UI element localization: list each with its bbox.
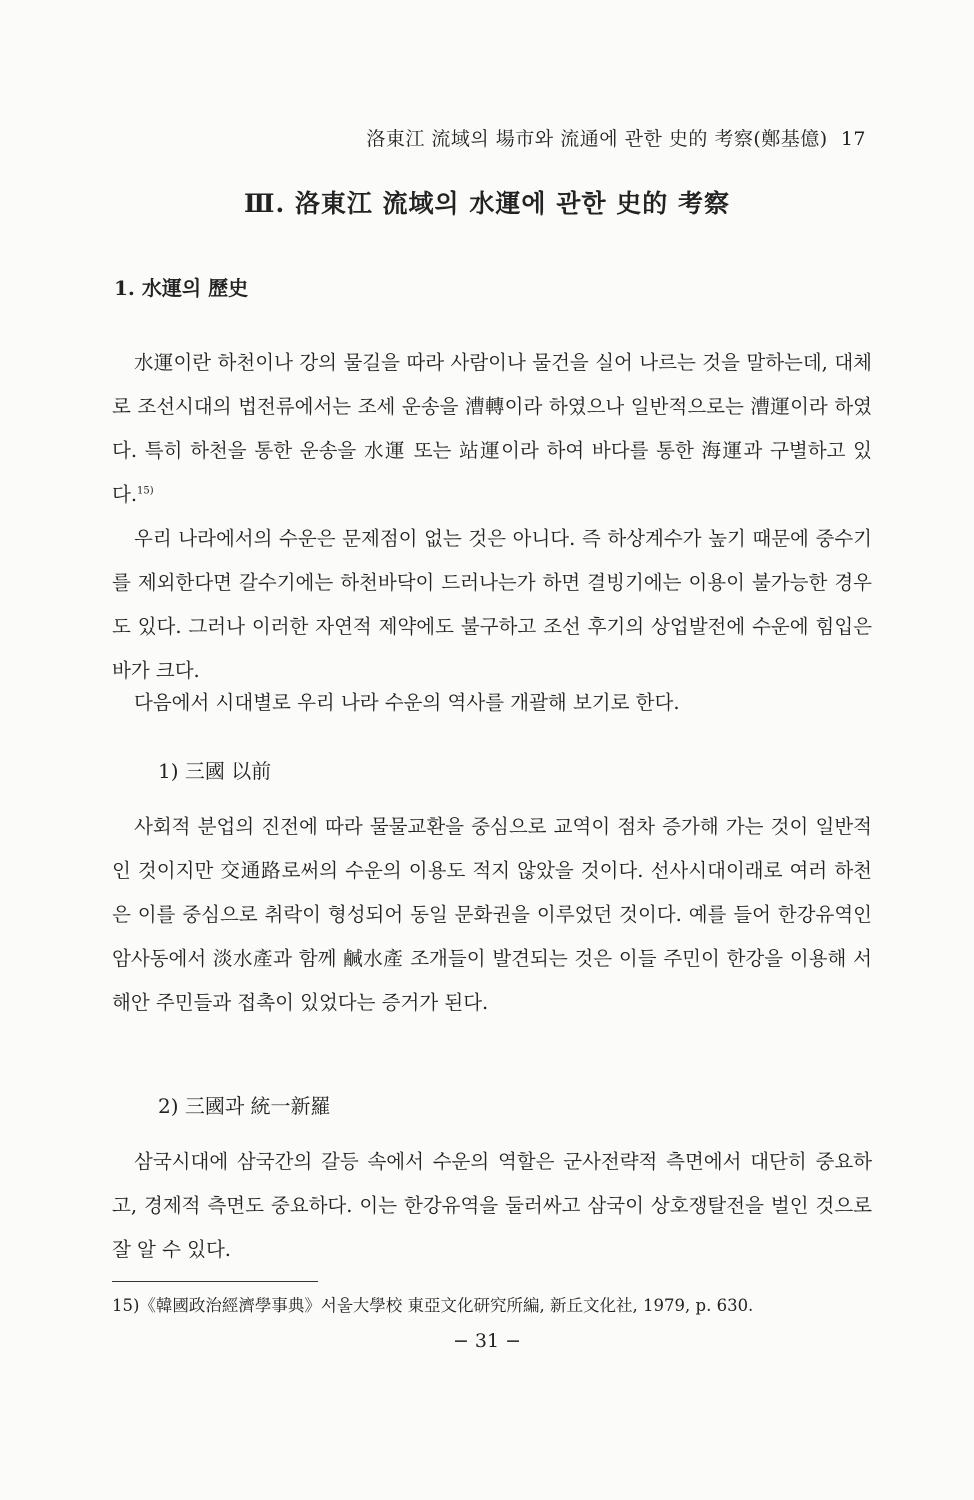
paragraph-prehistoric: 사회적 분업의 진전에 따라 물물교환을 중심으로 교역이 점차 증가해 가는 것이 일반적인 것이지만 交通路로써의 수운의 이용도 적지 않았을 것이다. 선사시대이래로 여러 하천은 이를 중심으로 취락이 형성되어 동일 문화권을 이루었던 것이다. 예를 들어 한강유역인 암사동에서 淡水產과 함께 鹹水產 조개들이 발견되는 것은 이들 주민이 한강을 이용해 서해안 주민들과 접촉이 있었다는 증거가 된다. (112, 815, 872, 1014)
page-number: − 31 − (452, 1330, 522, 1352)
running-title: 洛東江 流域의 場市와 流通에 관한 史的 考察(鄭基億) (366, 128, 828, 150)
paragraph-water-transport-definition (112, 341, 872, 517)
footnote-reference: 15) (137, 485, 154, 497)
header-page-number: 17 (840, 128, 866, 150)
running-header (366, 124, 866, 151)
paragraph-text: 水運이란 하천이나 강의 물길을 따라 사람이나 물건을 실어 나르는 것을 말하는데, 대체로 조선시대의 법전류에서는 조세 운송을 漕轉이라 하였으나 일반적으로는 漕運이라 하였다. 특히 하천을 통한 운송을 水運 또는 站運이라 하여 바다를 통한 海運과 구별하고 있다. (112, 351, 872, 506)
subsubsection-heading-three-kingdoms: 2) 三國과 統一新羅 (158, 1094, 331, 1118)
paragraph-limitations: 우리 나라에서의 수운은 문제점이 없는 것은 아니다. 즉 하상계수가 높기 때문에 중수기를 제외한다면 갈수기에는 하천바닥이 드러나는가 하면 결빙기에는 이용이 불가능한 경우도 있다. 그러나 이러한 자연적 제약에도 불구하고 조선 후기의 상업발전에 수운에 힘입은 바가 크다. (112, 527, 872, 682)
subsection-heading: 1. 水運의 歷史 (114, 276, 249, 300)
footnote: 15)《韓國政治經濟學事典》서울大學校 東亞文化研究所編, 新丘文化社, 1979, p. 630. (112, 1296, 754, 1315)
footnote-separator (112, 1281, 318, 1282)
subsubsection-heading-pre-three-kingdoms: 1) 三國 以前 (158, 759, 272, 783)
paragraph-overview: 다음에서 시대별로 우리 나라 수운의 역사를 개괄해 보기로 한다. (134, 691, 680, 714)
paragraph-three-kingdoms: 삼국시대에 삼국간의 갈등 속에서 수운의 역할은 군사전략적 측면에서 대단히 중요하고, 경제적 측면도 중요하다. 이는 한강유역을 둘러싸고 삼국이 상호쟁탈전을 벌인 것으로 잘 알 수 있다. (112, 1150, 872, 1261)
section-title: Ⅲ. 洛東江 流域의 水運에 관한 史的 考察 (244, 189, 730, 218)
